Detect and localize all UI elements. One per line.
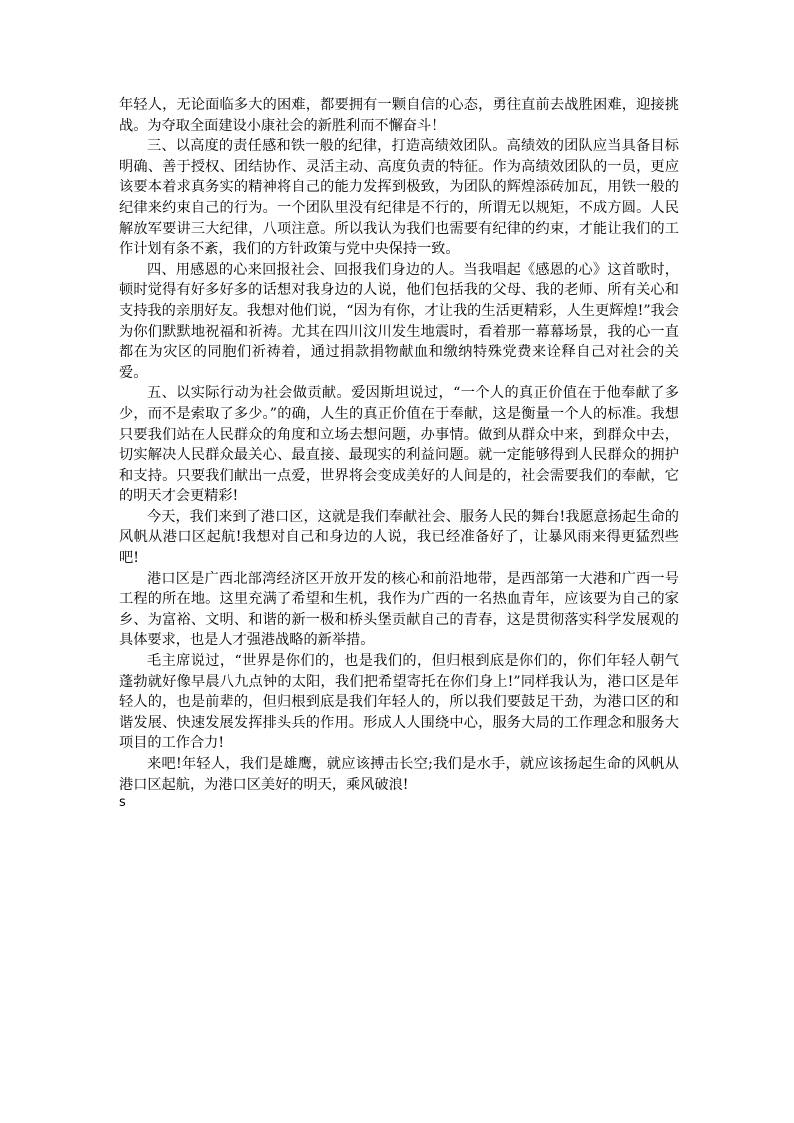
paragraph-3: 四、用感恩的心来回报社会、回报我们身边的人。当我唱起《感恩的心》这首歌时，顿时觉得有好多好多的话想对我身边的人说，他们包括我的父母、我的老师、所有关心和支持我的亲朋好友。我想对他们说，“因为有你，才让我的生活更精彩，人生更辉煌!”我会为你们默默地祝福和祈祷。尤其在四川汶川发生地震时，看着那一幕幕场景，我的心一直都在为灾区的同胞们祈祷着，通过捐款捐物献血和缴纳特殊党费来诠释自己对社会的关爱。 [119, 261, 679, 381]
paragraph-2: 三、以高度的责任感和铁一般的纪律，打造高绩效团队。高绩效的团队应当具备目标明确、善于授权、团结协作、灵活主动、高度负责的特征。作为高绩效团队的一员，更应该要本着求真务实的精神将自己的能力发挥到极致，为团队的辉煌添砖加瓦，用铁一般的纪律来约束自己的行为。一个团队里没有纪律是不行的，所谓无以规矩，不成方圆。人民解放军要讲三大纪律，八项注意。所以我认为我们也需要有纪律的约束，才能让我们的工作计划有条不紊，我们的方针政策与党中央保持一致。 [119, 138, 679, 258]
paragraph-6: 港口区是广西北部湾经济区开放开发的核心和前沿地带，是西部第一大港和广西一号工程的所在地。这里充满了希望和生机，我作为广西的一名热血青年，应该要为自己的家乡、为富裕、文明、和谐的新一极和桥头堡贡献自己的青春，这是贯彻落实科学发展观的具体要求，也是人才强港战略的新举措。 [119, 570, 679, 649]
paragraph-1: 年轻人，无论面临多大的困难，都要拥有一颗自信的心态，勇往直前去战胜困难，迎接挑战。为夺取全面建设小康社会的新胜利而不懈奋斗！ [119, 97, 679, 134]
document-body [119, 95, 679, 795]
paragraph-7: 毛主席说过，“世界是你们的，也是我们的，但归根到底是你们的，你们年轻人朝气蓬勃就好像早晨八九点钟的太阳，我们把希望寄托在你们身上!”同样我认为，港口区是年轻人的，也是前辈的，但归根到底是我们年轻人的，所以我们要鼓足干劲，为港口区的和谐发展、快速发展发挥排头兵的作用。形成人人围绕中心，服务大局的工作理念和服务大项目的工作合力! [119, 653, 679, 752]
paragraph-4: 五、以实际行动为社会做贡献。爱因斯坦说过，“一个人的真正价值在于他奉献了多少，而不是索取了多少。”的确，人生的真正价值在于奉献，这是衡量一个人的标准。我想只要我们站在人民群众的角度和立场去想问题，办事情。做到从群众中来，到群众中去，切实解决人民群众最关心、最直接、最现实的利益问题。就一定能够得到人民群众的拥护和支持。只要我们献出一点爱，世界将会变成美好的人间是的，社会需要我们的奉献，它的明天才会更精彩! [119, 385, 679, 505]
paragraph-8: 来吧!年轻人，我们是雄鹰，就应该搏击长空;我们是水手，就应该扬起生命的风帆从港口区起航，为港口区美好的明天，乘风破浪! [119, 756, 679, 793]
trailing-character: s [119, 795, 126, 810]
paragraph-5: 今天，我们来到了港口区，这就是我们奉献社会、服务人民的舞台!我愿意扬起生命的风帆从港口区起航!我想对自己和身边的人说，我已经准备好了，让暴风雨来得更猛烈些吧! [119, 508, 679, 567]
